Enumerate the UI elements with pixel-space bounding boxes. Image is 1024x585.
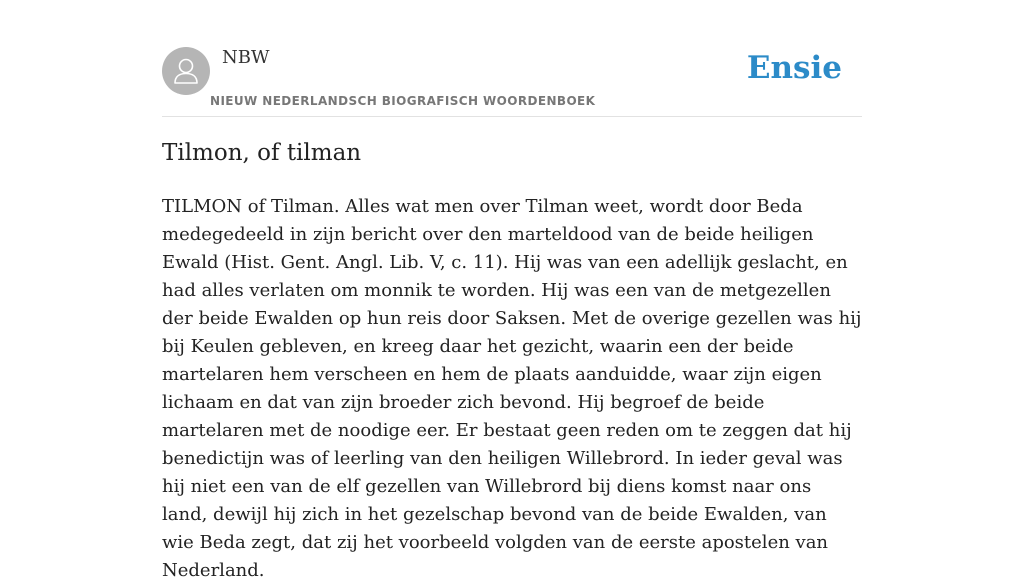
author-name[interactable]: NBW	[222, 47, 270, 68]
article-body: TILMON of Tilman. Alles wat men over Tilman weet, wordt door Beda medegedeeld in zijn bericht over den marteldood van de beide heiligen Ewald (Hist. Gent. Angl. Lib. V, c. 11). Hij was van een adellijk geslacht, en had alles verlaten om monnik te worden. Hij was een van de metgezellen der beide Ewalden op hun reis door Saksen. Met de overige gezellen was hij bij Keulen gebleven, en kreeg daar het gezicht, waarin een der beide martelaren hem verscheen en hem de plaats aanduidde, waar zijn eigen lichaam en dat van zijn broeder zich bevond. Hij begroef de beide martelaren met de noodige eer. Er bestaat geen reden om te zeggen dat hij benedictijn was of leerling van den heiligen Willebrord. In ieder geval was hij niet een van de elf gezellen van Willebrord bij diens komst naar ons land, dewijl hij zich in het gezelschap bevond van de beide Ewalden, van wie Beda zegt, dat zij het voorbeeld volgden van de eerste apostelen van Nederland.	[162, 196, 862, 581]
page-container	[162, 0, 862, 581]
ensie-logo[interactable]: Ensie	[746, 50, 842, 86]
publication-name[interactable]: NIEUW NEDERLANDSCH BIOGRAFISCH WOORDENBOEK	[210, 94, 596, 108]
article-title: Tilmon, of tilman	[162, 140, 362, 166]
author-avatar[interactable]	[162, 47, 210, 95]
article-header	[162, 0, 862, 117]
user-icon	[172, 56, 200, 86]
